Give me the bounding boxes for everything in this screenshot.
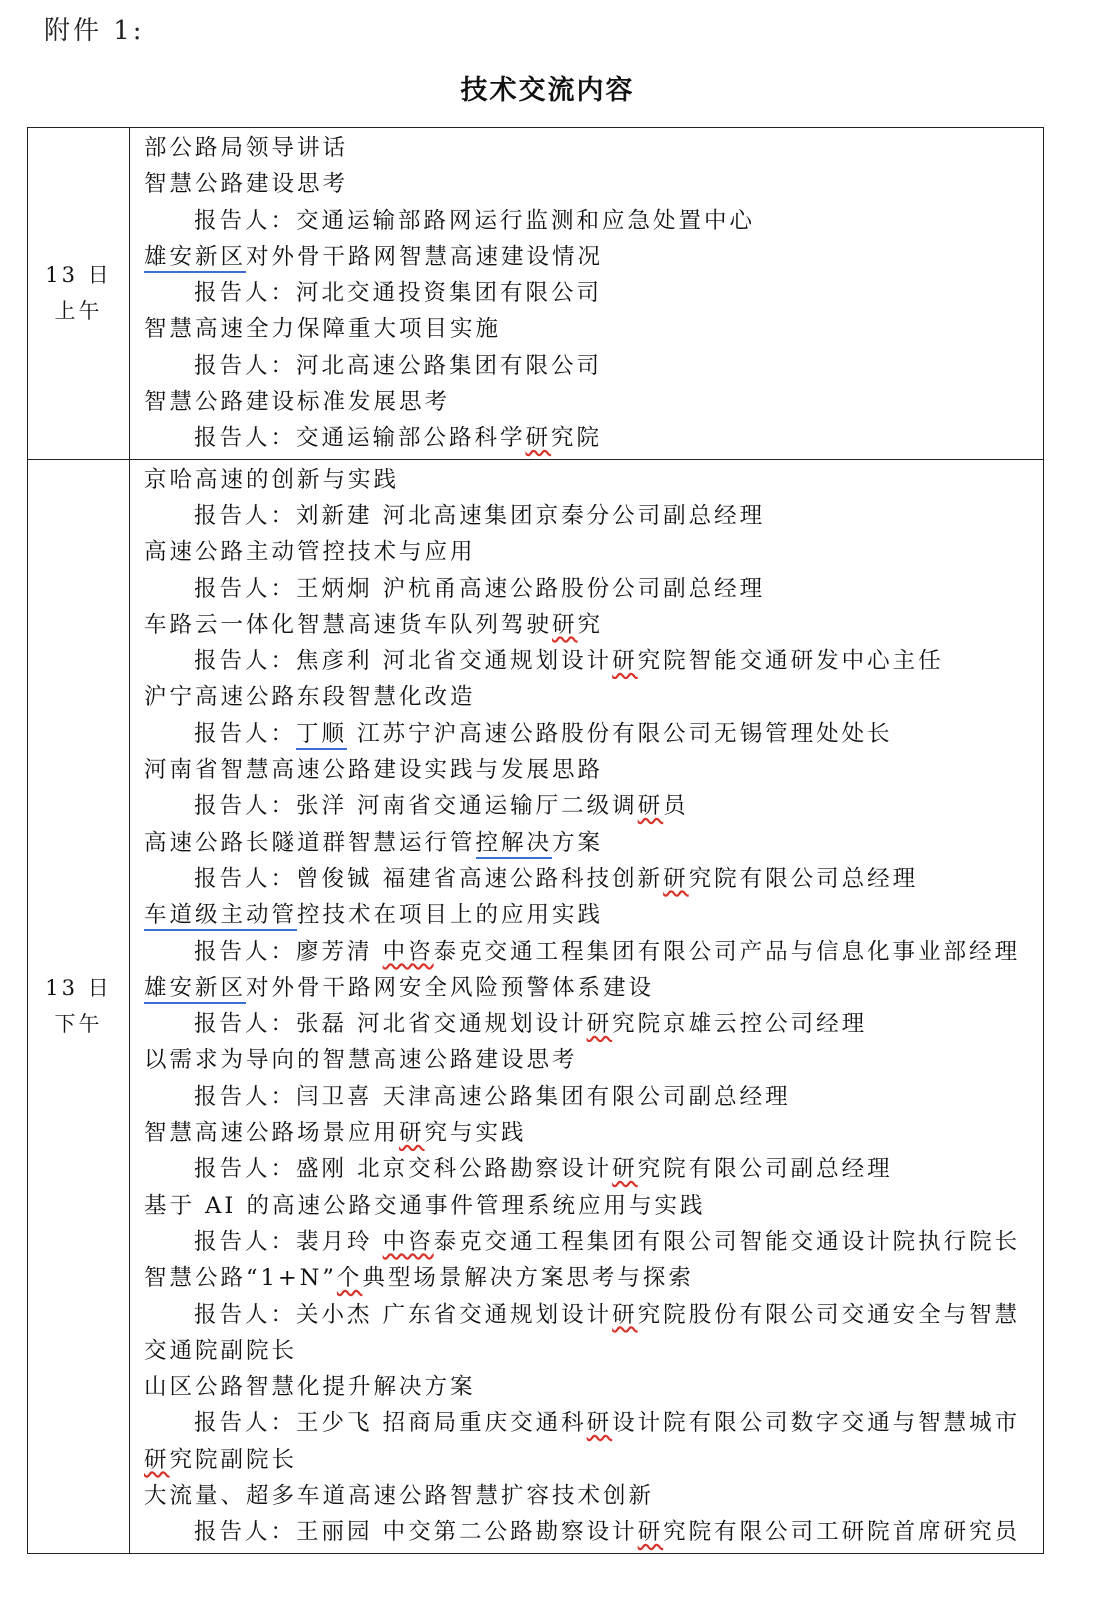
topic-line: 智慧公路建设标准发展思考 — [144, 389, 451, 416]
topic-line: 以需求为导向的智慧高速公路建设思考 — [144, 1047, 578, 1074]
reporter-line: 报告人：交通运输部公路科学研究院 — [194, 425, 603, 452]
reporter-line: 报告人：王丽园 中交第二公路勘察设计研究院有限公司工研院首席研究员 — [194, 1519, 1021, 1546]
reporter-line: 报告人：裴月玲 中咨泰克交通工程集团有限公司智能交通设计院执行院长 — [194, 1228, 1021, 1255]
document-title: 技术交流内容 — [460, 75, 635, 106]
session-day: 13 日 — [45, 263, 112, 288]
session-time-afternoon — [28, 459, 130, 1553]
reporter-line: 报告人：交通运输部路网运行监测和应急处置中心 — [194, 207, 756, 234]
topic-line: 智慧高速全力保障重大项目实施 — [144, 316, 502, 343]
topic-line: 智慧高速公路场景应用研究与实践 — [144, 1120, 527, 1147]
topic-line: 智慧公路建设思考 — [144, 171, 349, 198]
reporter-line: 报告人：焦彦利 河北省交通规划设计研究院智能交通研发中心主任 — [194, 648, 944, 675]
topic-line: 基于 AI 的高速公路交通事件管理系统应用与实践 — [144, 1192, 706, 1219]
session-row-morning — [28, 128, 1044, 460]
reporter-line: 报告人：闫卫喜 天津高速公路集团有限公司副总经理 — [194, 1083, 791, 1110]
topic-line: 山区公路智慧化提升解决方案 — [144, 1374, 476, 1401]
reporter-line: 报告人：张磊 河北省交通规划设计研究院京雄云控公司经理 — [194, 1011, 868, 1038]
topic-line: 高速公路长隧道群智慧运行管控解决方案 — [144, 825, 1043, 861]
topic-line: 京哈高速的创新与实践 — [144, 466, 400, 493]
reporter-line: 报告人：丁顺 江苏宁沪高速公路股份有限公司无锡管理处处长 — [144, 716, 1043, 752]
reporter-continuation-line: 研究院副院长 — [144, 1446, 298, 1473]
topic-line: 雄安新区对外骨干路网安全风险预警体系建设 — [144, 970, 1043, 1006]
session-content-morning — [130, 128, 1044, 460]
reporter-line: 报告人：王炳炯 沪杭甬高速公路股份公司副总经理 — [194, 575, 766, 602]
topic-line: 车路云一体化智慧高速货车队列驾驶研究 — [144, 611, 604, 638]
session-row-afternoon — [28, 459, 1044, 1553]
topic-line: 部公路局领导讲话 — [144, 135, 349, 161]
reporter-line: 报告人：张洋 河南省交通运输厅二级调研员 — [194, 793, 689, 820]
topic-line: 雄安新区对外骨干路网智慧高速建设情况 — [144, 239, 1043, 275]
reporter-line: 报告人：刘新建 河北高速集团京秦分公司副总经理 — [194, 502, 766, 529]
schedule-table — [27, 127, 1044, 1554]
session-part: 下午 — [54, 1012, 103, 1037]
topic-line: 智慧公路“1+N”个典型场景解决方案思考与探索 — [144, 1265, 694, 1292]
reporter-continuation-line: 交通院副院长 — [144, 1337, 298, 1364]
topic-line: 河南省智慧高速公路建设实践与发展思路 — [144, 757, 604, 784]
reporter-line: 报告人：关小杰 广东省交通规划设计研究院股份有限公司交通安全与智慧 — [194, 1301, 1021, 1328]
reporter-line: 报告人：河北交通投资集团有限公司 — [194, 280, 603, 307]
session-content-afternoon — [130, 459, 1044, 1553]
topic-line: 高速公路主动管控技术与应用 — [144, 539, 476, 566]
session-part: 上午 — [54, 299, 103, 324]
session-day: 13 日 — [45, 976, 112, 1001]
attachment-label: 附件 1: — [44, 16, 145, 46]
reporter-line: 报告人：河北高速公路集团有限公司 — [194, 352, 603, 379]
session-time-morning — [28, 128, 130, 460]
reporter-line: 报告人：曾俊铖 福建省高速公路科技创新研究院有限公司总经理 — [194, 865, 919, 892]
topic-line: 车道级主动管控技术在项目上的应用实践 — [144, 897, 1043, 933]
reporter-line: 报告人：廖芳清 中咨泰克交通工程集团有限公司产品与信息化事业部经理 — [194, 938, 1021, 965]
topic-line: 沪宁高速公路东段智慧化改造 — [144, 684, 476, 711]
reporter-line: 报告人：王少飞 招商局重庆交通科研设计院有限公司数字交通与智慧城市 — [194, 1410, 1021, 1437]
reporter-line: 报告人：盛刚 北京交科公路勘察设计研究院有限公司副总经理 — [194, 1156, 893, 1183]
topic-line: 大流量、超多车道高速公路智慧扩容技术创新 — [144, 1482, 655, 1509]
